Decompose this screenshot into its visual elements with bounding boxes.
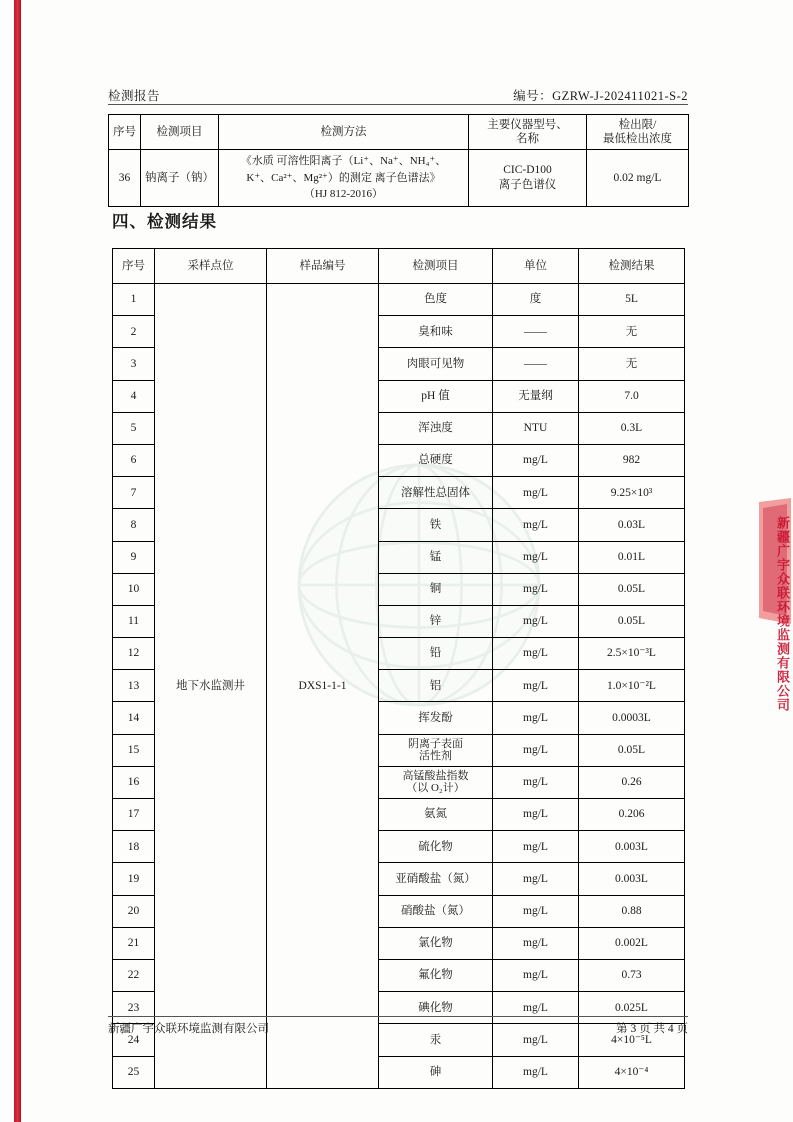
- cell-result: 0.003L: [579, 863, 685, 895]
- cell-no: 19: [113, 863, 155, 895]
- section-title: 四、检测结果: [112, 212, 217, 231]
- footer-divider: [108, 1016, 688, 1017]
- cell-unit: mg/L: [493, 734, 579, 766]
- cell-test-item: [379, 734, 493, 766]
- cell-test-item: 氨氮: [379, 799, 493, 831]
- cell-test-item: 色度: [379, 284, 493, 316]
- cell-sampling-point: 地下水监测井: [155, 284, 267, 1089]
- cell-test-item: 氟化物: [379, 959, 493, 991]
- cell-sample-no: DXS1-1-1: [267, 284, 379, 1089]
- cell-unit: mg/L: [493, 509, 579, 541]
- test-item-line1: 高锰酸盐指数: [402, 769, 469, 782]
- col-item: 检测项目: [141, 115, 219, 150]
- cell-no: 3: [113, 348, 155, 380]
- cell-no: 9: [113, 541, 155, 573]
- cell-result: 0.003L: [579, 831, 685, 863]
- cell-result: 无: [579, 316, 685, 348]
- test-item-line2: （以 O₂计）: [406, 782, 465, 795]
- cell-unit: mg/L: [493, 573, 579, 605]
- cell-no: 12: [113, 638, 155, 670]
- cell-item: 钠离子（钠）: [141, 150, 219, 207]
- table-row: [109, 150, 689, 207]
- method-table: [108, 114, 689, 207]
- cell-test-item: 硫化物: [379, 831, 493, 863]
- cell-no: 17: [113, 799, 155, 831]
- results-table: [112, 248, 685, 1089]
- cell-unit: mg/L: [493, 670, 579, 702]
- col-method: 检测方法: [219, 115, 469, 150]
- cell-no: 23: [113, 992, 155, 1024]
- cell-unit: mg/L: [493, 766, 579, 798]
- cell-instrument: [469, 150, 587, 207]
- cell-unit: mg/L: [493, 959, 579, 991]
- cell-test-item: 挥发酚: [379, 702, 493, 734]
- page-content: [108, 0, 688, 1122]
- cell-test-item: 汞: [379, 1024, 493, 1056]
- col-instrument-line2: 名称: [516, 133, 539, 145]
- method-line1: 《水质 可溶性阳离子（Li⁺、Na⁺、NH₄⁺、: [240, 155, 447, 167]
- cell-test-item: 铜: [379, 573, 493, 605]
- cell-unit: 无量纲: [493, 380, 579, 412]
- cell-test-item: 溶解性总固体: [379, 477, 493, 509]
- cell-test-item: 浑浊度: [379, 412, 493, 444]
- cell-test-item: 砷: [379, 1056, 493, 1088]
- instrument-model: CIC-D100: [503, 164, 552, 177]
- cell-no: 16: [113, 766, 155, 798]
- cell-result: 7.0: [579, 380, 685, 412]
- cell-test-item: 臭和味: [379, 316, 493, 348]
- col-test-item: 检测项目: [379, 249, 493, 284]
- col-sample-no: 样品编号: [267, 249, 379, 284]
- cell-result: 0.03L: [579, 509, 685, 541]
- footer-page-number: 第 3 页 共 4 页: [616, 1023, 688, 1035]
- cell-unit: ——: [493, 316, 579, 348]
- cell-unit: mg/L: [493, 1056, 579, 1088]
- cell-result: 4×10⁻⁵L: [579, 1024, 685, 1056]
- cell-unit: 度: [493, 284, 579, 316]
- method-line2: K⁺、Ca²⁺、Mg²⁺）的测定 离子色谱法》: [246, 171, 441, 184]
- col-instrument-line1: 主要仪器型号、: [487, 118, 568, 131]
- cell-no: 2: [113, 316, 155, 348]
- test-item-line2: 活性剂: [419, 750, 452, 763]
- header-divider: [108, 104, 688, 105]
- results-header-row: [113, 249, 685, 284]
- cell-result: 0.05L: [579, 573, 685, 605]
- cell-method: [219, 150, 469, 207]
- cell-no: 11: [113, 605, 155, 637]
- report-number: 编号：GZRW-J-202411021-S-2: [513, 89, 688, 103]
- cell-result: 4×10⁻⁴: [579, 1056, 685, 1088]
- method-table-header-row: [109, 115, 689, 150]
- cell-no: 1: [113, 284, 155, 316]
- cell-result: 0.0003L: [579, 702, 685, 734]
- cell-no: 10: [113, 573, 155, 605]
- page-footer: [108, 1020, 688, 1036]
- col-unit: 单位: [493, 249, 579, 284]
- cell-result: 0.3L: [579, 412, 685, 444]
- cell-unit: ——: [493, 348, 579, 380]
- cell-unit: mg/L: [493, 477, 579, 509]
- cell-limit: 0.02 mg/L: [587, 150, 689, 207]
- cell-result: 0.05L: [579, 734, 685, 766]
- page-header: [108, 86, 688, 104]
- col-limit-line1: 检出限/: [618, 118, 657, 131]
- cell-result: 9.25×10³: [579, 477, 685, 509]
- document-type-label: 检测报告: [108, 89, 161, 103]
- cell-result: 无: [579, 348, 685, 380]
- cell-test-item: 铁: [379, 509, 493, 541]
- cell-result: 0.002L: [579, 927, 685, 959]
- test-item-line1: 阴离子表面: [408, 737, 463, 750]
- cell-unit: mg/L: [493, 992, 579, 1024]
- cell-test-item: 氯化物: [379, 927, 493, 959]
- footer-company: 新疆广宇众联环境监测有限公司: [108, 1023, 269, 1035]
- cell-unit: mg/L: [493, 895, 579, 927]
- cell-test-item: 铅: [379, 638, 493, 670]
- cell-no: 18: [113, 831, 155, 863]
- col-sampling-point: 采样点位: [155, 249, 267, 284]
- cell-unit: mg/L: [493, 1024, 579, 1056]
- cell-no: 4: [113, 380, 155, 412]
- cell-test-item: 硝酸盐（氮）: [379, 895, 493, 927]
- cell-result: 2.5×10⁻³L: [579, 638, 685, 670]
- cell-unit: mg/L: [493, 927, 579, 959]
- cell-unit: mg/L: [493, 702, 579, 734]
- table-row: [113, 284, 685, 316]
- cell-no: 20: [113, 895, 155, 927]
- cell-unit: mg/L: [493, 799, 579, 831]
- cell-unit: mg/L: [493, 863, 579, 895]
- cell-unit: mg/L: [493, 605, 579, 637]
- cell-result: 1.0×10⁻²L: [579, 670, 685, 702]
- cell-test-item: pH 值: [379, 380, 493, 412]
- cell-no: 13: [113, 670, 155, 702]
- cell-unit: mg/L: [493, 831, 579, 863]
- col-limit: [587, 115, 689, 150]
- cell-test-item: 锌: [379, 605, 493, 637]
- cell-no: 15: [113, 734, 155, 766]
- cell-test-item: 肉眼可见物: [379, 348, 493, 380]
- cell-test-item: 亚硝酸盐（氮）: [379, 863, 493, 895]
- cell-test-item: 铝: [379, 670, 493, 702]
- col-no: 序号: [109, 115, 141, 150]
- cell-no: 24: [113, 1024, 155, 1056]
- red-seal-stamp: [757, 498, 793, 624]
- cell-result: 0.05L: [579, 605, 685, 637]
- cell-result: 5L: [579, 284, 685, 316]
- red-edge-bar: [14, 0, 21, 1122]
- cell-result: 0.26: [579, 766, 685, 798]
- cell-test-item: 碘化物: [379, 992, 493, 1024]
- cell-result: 982: [579, 444, 685, 476]
- cell-no: 6: [113, 444, 155, 476]
- cell-no: 5: [113, 412, 155, 444]
- cell-no: 22: [113, 959, 155, 991]
- cell-result: 0.73: [579, 959, 685, 991]
- cell-no: 7: [113, 477, 155, 509]
- cell-no: 25: [113, 1056, 155, 1088]
- col-instrument: [469, 115, 587, 150]
- col-limit-line2: 最低检出浓度: [603, 133, 672, 145]
- cell-result: 0.206: [579, 799, 685, 831]
- cell-unit: mg/L: [493, 638, 579, 670]
- cell-test-item: [379, 766, 493, 798]
- cell-result: 0.025L: [579, 992, 685, 1024]
- col-no: 序号: [113, 249, 155, 284]
- cell-result: 0.88: [579, 895, 685, 927]
- instrument-name: 离子色谱仪: [498, 178, 557, 191]
- cell-test-item: 总硬度: [379, 444, 493, 476]
- cell-result: 0.01L: [579, 541, 685, 573]
- cell-no: 14: [113, 702, 155, 734]
- cell-no: 8: [113, 509, 155, 541]
- cell-unit: mg/L: [493, 444, 579, 476]
- seal-text: 新疆广宇众联环境监测有限公司: [775, 516, 790, 712]
- cell-no: 36: [109, 150, 141, 207]
- col-result: 检测结果: [579, 249, 685, 284]
- cell-unit: NTU: [493, 412, 579, 444]
- cell-no: 21: [113, 927, 155, 959]
- cell-test-item: 锰: [379, 541, 493, 573]
- method-line3: （HJ 812-2016）: [303, 188, 384, 200]
- cell-unit: mg/L: [493, 541, 579, 573]
